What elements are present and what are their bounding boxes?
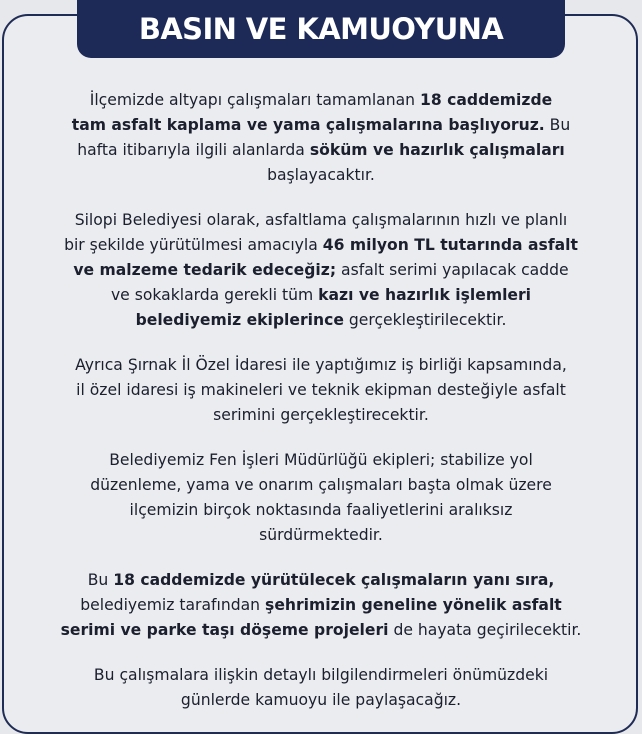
text-segment: asfalt serimi yapılacak cadde [336, 261, 569, 279]
paragraph [0, 663, 642, 713]
text-line [0, 473, 642, 498]
text-line [0, 523, 642, 548]
paragraph [0, 568, 642, 643]
text-line [0, 88, 642, 113]
bold-text: belediyemiz ekiplerince [135, 311, 344, 329]
text-segment: düzenleme, yama ve onarım çalışmaları başta olmak üzere [90, 476, 552, 494]
bold-text: 18 caddemizde [420, 91, 553, 109]
bold-text: söküm ve hazırlık çalışmaları [309, 141, 565, 159]
text-segment: Belediyemiz Fen İşleri Müdürlüğü ekipleri; stabilize yol [109, 451, 533, 469]
paragraph [0, 88, 642, 188]
text-segment: Bu çalışmalara ilişkin detaylı bilgilendirmeleri önümüzdeki [93, 666, 549, 684]
text-segment: ilçemizin birçok noktasında faaliyetlerini aralıksız [129, 501, 513, 519]
text-line [0, 113, 642, 138]
text-line [0, 353, 642, 378]
text-line [0, 663, 642, 688]
text-line [0, 308, 642, 333]
text-line [0, 568, 642, 593]
text-segment: gerçekleştirilecektir. [343, 311, 507, 329]
bold-text: kazı ve hazırlık işlemleri [318, 286, 532, 304]
text-segment: sürdürmektedir. [259, 526, 383, 544]
bold-text: ve malzeme tedarik edeceğiz; [73, 261, 337, 279]
text-line [0, 378, 642, 403]
bold-text: 46 milyon TL tutarında asfalt [322, 236, 578, 254]
text-line [0, 138, 642, 163]
announcement-body [0, 88, 642, 733]
paragraph [0, 448, 642, 548]
text-segment: ve sokaklarda gerekli tüm [110, 286, 319, 304]
text-segment: de hayata geçirilecektir. [388, 621, 582, 639]
text-line [0, 258, 642, 283]
text-segment: İlçemizde altyapı çalışmaları tamamlanan [89, 91, 421, 109]
text-line [0, 403, 642, 428]
text-line [0, 498, 642, 523]
text-line [0, 233, 642, 258]
text-line [0, 448, 642, 473]
text-line [0, 163, 642, 188]
text-segment: bir şekilde yürütülmesi amacıyla [64, 236, 323, 254]
text-segment: hafta itibarıyla ilgili alanlarda [77, 141, 310, 159]
text-segment: başlayacaktır. [267, 166, 375, 184]
text-line [0, 618, 642, 643]
bold-text: tam asfalt kaplama ve yama çalışmalarına başlıyoruz. [71, 116, 545, 134]
header-banner [77, 0, 565, 58]
text-line [0, 688, 642, 713]
text-segment: Silopi Belediyesi olarak, asfaltlama çalışmalarının hızlı ve planlı [74, 211, 568, 229]
text-segment: il özel idaresi iş makineleri ve teknik ekipman desteğiyle asfalt [76, 381, 566, 399]
bold-text: serimi ve parke taşı döşeme projeleri [60, 621, 389, 639]
paragraph [0, 208, 642, 333]
text-line [0, 283, 642, 308]
text-line [0, 593, 642, 618]
page-title: BASIN VE KAMUOYUNA [138, 12, 504, 46]
text-segment: Bu [87, 571, 114, 589]
text-segment: günlerde kamuoyu ile paylaşacağız. [180, 691, 462, 709]
text-segment: Bu [544, 116, 571, 134]
text-segment: serimini gerçekleştirecektir. [213, 406, 429, 424]
text-line [0, 208, 642, 233]
text-segment: belediyemiz tarafından [80, 596, 266, 614]
bold-text: şehrimizin geneline yönelik asfalt [265, 596, 562, 614]
bold-text: 18 caddemizde yürütülecek çalışmaların yanı sıra, [113, 571, 555, 589]
text-segment: Ayrıca Şırnak İl Özel İdaresi ile yaptığımız iş birliği kapsamında, [75, 356, 567, 374]
paragraph [0, 353, 642, 428]
